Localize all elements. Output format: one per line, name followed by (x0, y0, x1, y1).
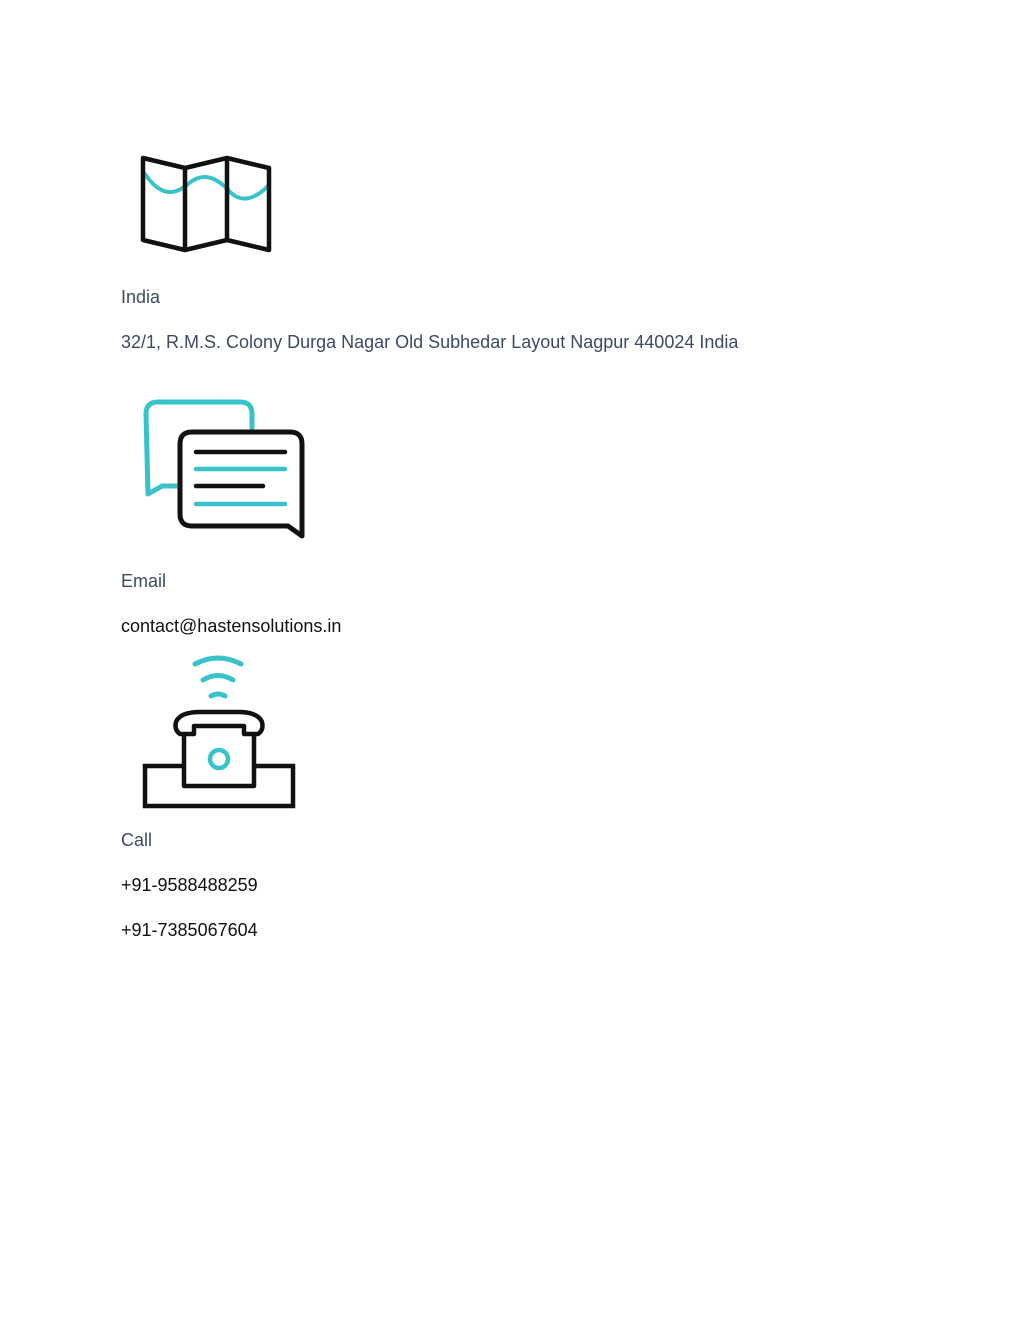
phone-link-2[interactable]: +91-7385067604 (121, 920, 258, 940)
folded-map-icon (138, 152, 274, 256)
call-title: Call (121, 830, 153, 850)
phone-signal-icon (140, 652, 300, 812)
email-title: Email (121, 571, 167, 591)
chat-bubbles-icon (140, 396, 310, 544)
location-address: 32/1, R.M.S. Colony Durga Nagar Old Subhedar Layout Nagpur 440024 India (121, 332, 739, 352)
location-title: India (121, 287, 161, 307)
email-link[interactable]: contact@hastensolutions.in (121, 616, 342, 636)
phone-link-1[interactable]: +91-9588488259 (121, 875, 258, 895)
